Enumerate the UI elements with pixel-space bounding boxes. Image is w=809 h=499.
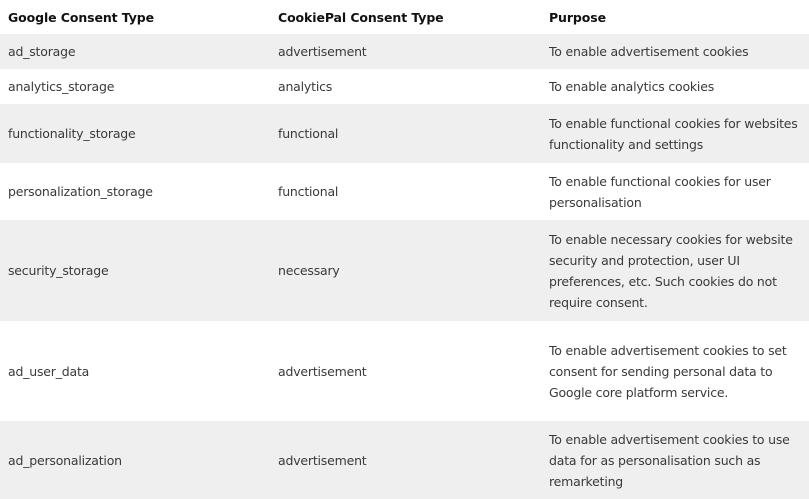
- cookiepal-consent-type-cell: functional: [278, 126, 339, 141]
- google-consent-type-cell: ad_storage: [8, 44, 76, 59]
- purpose-cell: To enable necessary cookies for website security and protection, user UI preferences, etc. Such cookies do not require consent.: [549, 231, 793, 310]
- table-row: [0, 163, 809, 220]
- table-row: [0, 104, 809, 163]
- table-row: [0, 421, 809, 499]
- purpose-cell: To enable advertisement cookies: [549, 44, 749, 59]
- purpose-cell: To enable advertisement cookies to set consent for sending personal data to Google core platform service.: [549, 342, 787, 400]
- purpose-cell: To enable functional cookies for websites functionality and settings: [549, 115, 798, 152]
- cookiepal-consent-type-cell: necessary: [278, 263, 340, 278]
- header-purpose: Purpose: [549, 9, 606, 25]
- google-consent-type-cell: ad_personalization: [8, 452, 122, 468]
- cookiepal-consent-type-cell: advertisement: [278, 363, 367, 379]
- header-cookiepal-consent-type: CookiePal Consent Type: [278, 9, 444, 25]
- google-consent-type-cell: functionality_storage: [8, 126, 136, 141]
- google-consent-type-cell: personalization_storage: [8, 184, 153, 199]
- table-row: [0, 321, 809, 421]
- cookiepal-consent-type-cell: advertisement: [278, 44, 367, 59]
- cookiepal-consent-type-cell: analytics: [278, 79, 333, 94]
- google-consent-type-cell: ad_user_data: [8, 363, 90, 379]
- table-row: [0, 69, 809, 104]
- header-google-consent-type: Google Consent Type: [8, 9, 155, 25]
- purpose-cell: To enable analytics cookies: [549, 79, 715, 94]
- google-consent-type-cell: analytics_storage: [8, 79, 115, 94]
- google-consent-type-cell: security_storage: [8, 263, 109, 278]
- cookiepal-consent-type-cell: functional: [278, 184, 339, 199]
- purpose-cell: To enable advertisement cookies to use data for as personalisation such as remarketing: [549, 431, 790, 489]
- table-row: [0, 34, 809, 69]
- table-row: [0, 220, 809, 321]
- purpose-cell: To enable functional cookies for user personalisation: [549, 173, 771, 210]
- table-header-row: [0, 0, 809, 34]
- cookiepal-consent-type-cell: advertisement: [278, 452, 367, 468]
